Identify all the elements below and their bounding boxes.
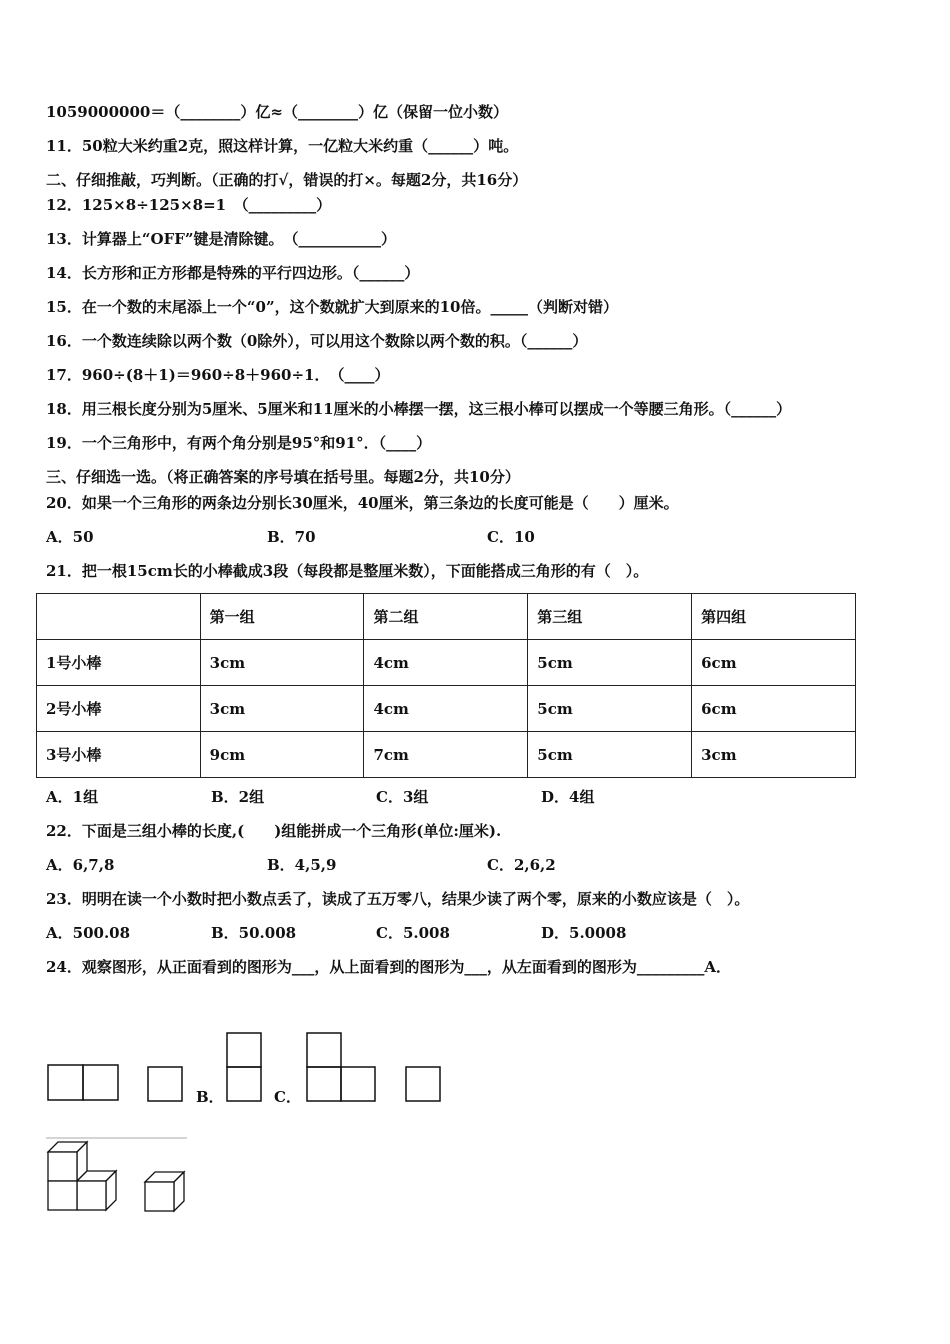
line-q21: 21．把一根15cm长的小棒截成3段（每段都是整厘米数），下面能搭成三角形的有（ ）。 <box>46 562 649 580</box>
line-q17: 17．960÷(8＋1)＝960÷8＋960÷1． （____） <box>46 366 390 384</box>
line-q20: 20．如果一个三角形的两条边分别长30厘米，40厘米，第三条边的长度可能是（ ）厘米。 <box>46 494 679 512</box>
q20-option-b: B．70 <box>267 528 316 546</box>
section-2-heading: 二、仔细推敲，巧判断。（正确的打√，错误的打×。每题2分，共16分） <box>46 171 528 189</box>
table-row <box>37 686 856 732</box>
q23-option-b: B．50.008 <box>211 924 297 942</box>
line-q24: 24．观察图形，从正面看到的图形为___，从上面看到的图形为___，从左面看到的图形为_________A． <box>46 958 732 976</box>
table-header-row <box>37 594 856 640</box>
table-row <box>37 640 856 686</box>
table-cell: 6cm <box>692 640 856 686</box>
line-q11: 11．50粒大米约重2克，照这样计算，一亿粒大米约重（______）吨。 <box>46 137 519 155</box>
table-cell: 7cm <box>364 732 528 778</box>
table-cell: 2号小棒 <box>37 686 201 732</box>
q23-option-d: D．5.0008 <box>541 924 627 942</box>
table-cell: 1号小棒 <box>37 640 201 686</box>
q23-option-c: C．5.008 <box>376 924 450 942</box>
table-cell <box>37 594 201 640</box>
line-q16: 16．一个数连续除以两个数（0除外），可以用这个数除以两个数的积。（______） <box>46 332 588 350</box>
table-cell: 3号小棒 <box>37 732 201 778</box>
q24-single-square-figure <box>146 1065 184 1103</box>
q20-option-a: A．50 <box>46 528 94 546</box>
line-q10-cont: 1059000000＝（________）亿≈（________）亿（保留一位小数） <box>46 103 508 121</box>
q23-option-a: A．500.08 <box>46 924 131 942</box>
table-cell: 4cm <box>364 640 528 686</box>
q22-option-b: B．4,5,9 <box>267 856 337 874</box>
table-cell: 9cm <box>200 732 364 778</box>
table-cell: 5cm <box>528 640 692 686</box>
q22-option-c: C．2,6,2 <box>487 856 556 874</box>
table-cell: 第一组 <box>200 594 364 640</box>
table-cell: 3cm <box>692 732 856 778</box>
line-q14: 14．长方形和正方形都是特殊的平行四边形。（______） <box>46 264 420 282</box>
table-cell: 6cm <box>692 686 856 732</box>
q24-option-a-figure <box>46 1063 120 1103</box>
line-q22: 22．下面是三组小棒的长度,( )组能拼成一个三角形(单位:厘米). <box>46 822 502 840</box>
line-q15: 15．在一个数的末尾添上一个“0”，这个数就扩大到原来的10倍。_____（判断对错） <box>46 298 618 316</box>
line-q19: 19．一个三角形中，有两个角分别是95°和91°．（____） <box>46 434 432 452</box>
line-q13: 13．计算器上“OFF”键是清除键。 （___________） <box>46 230 396 248</box>
q22-option-a: A．6,7,8 <box>46 856 115 874</box>
line-q18: 18．用三根长度分别为5厘米、5厘米和11厘米的小棒摆一摆，这三根小棒可以摆成一个等腰三角形。（______） <box>46 400 792 418</box>
table-cell: 4cm <box>364 686 528 732</box>
table-cell: 第三组 <box>528 594 692 640</box>
table-cell: 3cm <box>200 640 364 686</box>
q21-option-b: B．2组 <box>211 788 265 806</box>
q24-option-b-label: B． <box>196 1088 224 1106</box>
table-cell: 第二组 <box>364 594 528 640</box>
q24-option-c-label: C． <box>274 1088 301 1106</box>
q24-cube-arrangement-figure <box>46 1137 188 1215</box>
table-cell: 第四组 <box>692 594 856 640</box>
q24-option-c-figure <box>305 1031 377 1103</box>
line-q23: 23．明明在读一个小数时把小数点丢了，读成了五万零八，结果少读了两个零，原来的小数应该是（ ）。 <box>46 890 750 908</box>
q21-option-d: D．4组 <box>541 788 595 806</box>
q20-option-c: C．10 <box>487 528 535 546</box>
q21-table <box>36 593 856 778</box>
q21-option-a: A．1组 <box>46 788 99 806</box>
line-q12: 12．125×8÷125×8=1 （_________） <box>46 196 332 214</box>
q24-option-d-figure <box>404 1065 442 1103</box>
table-cell: 5cm <box>528 686 692 732</box>
q24-option-b-figure <box>225 1031 263 1103</box>
section-3-heading: 三、仔细选一选。（将正确答案的序号填在括号里。每题2分，共10分） <box>46 468 520 486</box>
table-row <box>37 732 856 778</box>
q21-option-c: C．3组 <box>376 788 429 806</box>
table-cell: 5cm <box>528 732 692 778</box>
table-cell: 3cm <box>200 686 364 732</box>
